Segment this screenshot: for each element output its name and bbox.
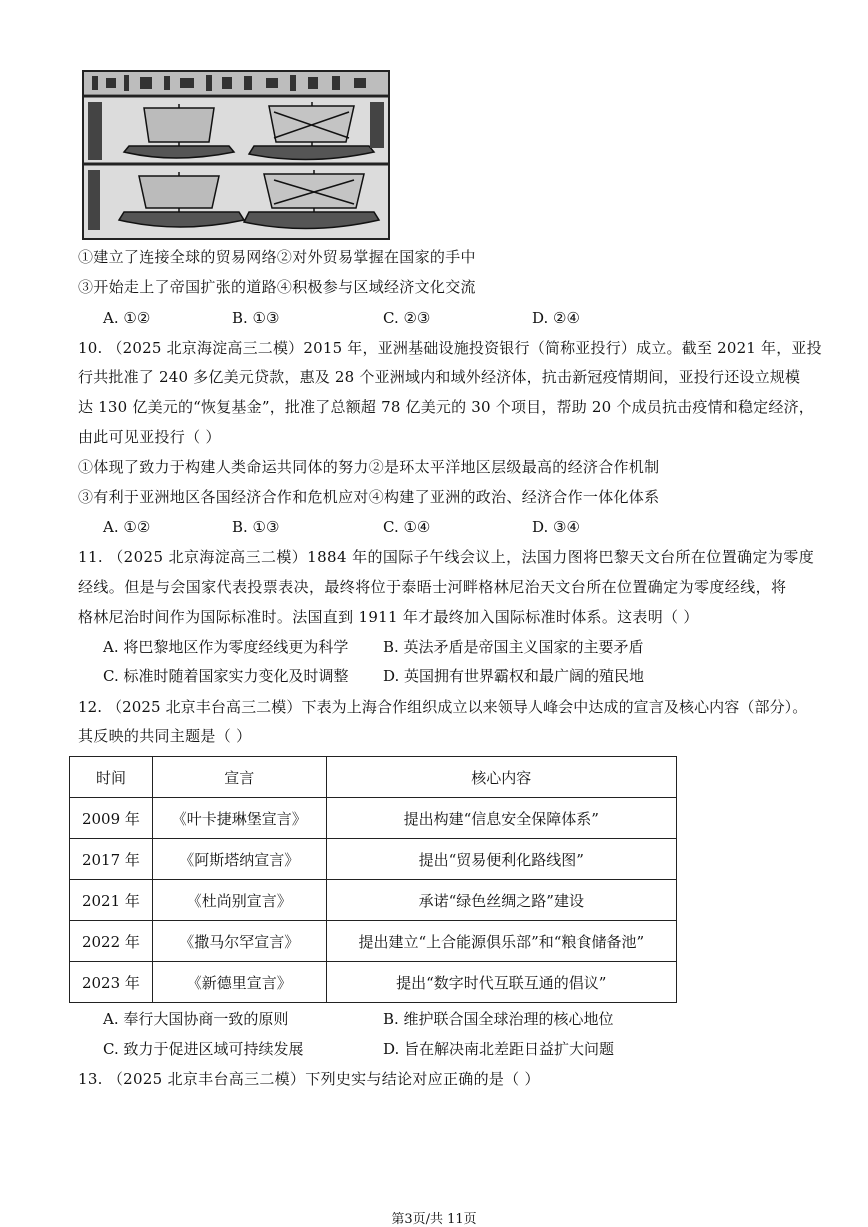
q11-choice-d[interactable]: D. 英国拥有世界霸权和最广阔的殖民地 (383, 667, 645, 685)
q11-choice-a[interactable]: A. 将巴黎地区作为零度经线更为科学 (103, 638, 349, 656)
table-header-row (70, 757, 677, 798)
table-header-core-content: 核心内容 (326, 757, 676, 798)
q13-stem-line: 13. （2025 北京丰台高三二模）下列史实与结论对应正确的是（ ） (78, 1070, 540, 1088)
q12-choice-b[interactable]: B. 维护联合国全球治理的核心地位 (383, 1010, 614, 1028)
q10-choice-c[interactable]: C. ①④ (383, 518, 431, 536)
table-cell-content: 提出构建“信息安全保障体系” (326, 798, 676, 839)
table-cell-declaration: 《杜尚别宣言》 (152, 880, 326, 921)
table-row (70, 798, 677, 839)
table-cell-year: 2022 年 (70, 921, 153, 962)
table-cell-declaration: 《新德里宣言》 (152, 962, 326, 1003)
table-cell-content: 提出“贸易便利化路线图” (326, 839, 676, 880)
table-header-time: 时间 (70, 757, 153, 798)
q9-choice-b[interactable]: B. ①③ (232, 309, 280, 327)
q12-choice-d[interactable]: D. 旨在解决南北差距日益扩大问题 (383, 1040, 615, 1058)
q9-choice-a[interactable]: A. ①② (103, 309, 151, 327)
q10-choice-b[interactable]: B. ①③ (232, 518, 280, 536)
q11-stem-line-3: 格林尼治时间作为国际标准时。法国直到 1911 年才最终加入国际标准时体系。这表明（ ） (78, 608, 699, 626)
table-cell-year: 2009 年 (70, 798, 153, 839)
table-cell-declaration: 《叶卡捷琳堡宣言》 (152, 798, 326, 839)
table-row (70, 921, 677, 962)
q12-stem-line-2: 其反映的共同主题是（ ） (78, 727, 252, 745)
q9-choice-d[interactable]: D. ②④ (532, 309, 580, 327)
q11-stem-line-1: 11. （2025 北京海淀高三二模）1884 年的国际子午线会议上，法国力图将巴黎天文台所在位置确定为零度 (78, 548, 815, 566)
table-cell-year: 2021 年 (70, 880, 153, 921)
q11-stem-line-2: 经线。但是与会国家代表投票表决，最终将位于泰晤士河畔格林尼治天文台所在位置确定为零度经线，将 (78, 578, 787, 596)
q12-choice-c[interactable]: C. 致力于促进区域可持续发展 (103, 1040, 304, 1058)
q10-option-line-2: ③有利于亚洲地区各国经济合作和危机应对④构建了亚洲的政治、经济合作一体化体系 (78, 488, 660, 506)
q9-option-line-1: ①建立了连接全球的贸易网络②对外贸易掌握在国家的手中 (78, 248, 476, 266)
q10-stem-line-1: 10. （2025 北京海淀高三二模）2015 年，亚洲基础设施投资银行（简称亚投行）成立。截至 2021 年，亚投 (78, 339, 822, 357)
q10-choice-d[interactable]: D. ③④ (532, 518, 580, 536)
table-header-declaration: 宣言 (152, 757, 326, 798)
table-cell-declaration: 《阿斯塔纳宣言》 (152, 839, 326, 880)
q10-stem-line-3: 达 130 亿美元的“恢复基金”，批准了总额超 78 亿美元的 30 个项目，帮助 20 个成员抗击疫情和稳定经济， (78, 398, 814, 416)
table-cell-content: 提出建立“上合能源俱乐部”和“粮食储备池” (326, 921, 676, 962)
page-number-footer: 第3页/共 11页 (391, 1212, 477, 1227)
q12-stem-line-1: 12. （2025 北京丰台高三二模）下表为上海合作组织成立以来领导人峰会中达成的宣言及核心内容（部分）。 (78, 698, 808, 716)
table-row (70, 880, 677, 921)
shanghai-cooperation-summit-table (69, 756, 677, 1003)
table-cell-content: 承诺“绿色丝绸之路”建设 (326, 880, 676, 921)
q10-choice-a[interactable]: A. ①② (103, 518, 151, 536)
q12-choice-a[interactable]: A. 奉行大国协商一致的原则 (103, 1010, 289, 1028)
table-cell-year: 2023 年 (70, 962, 153, 1003)
q10-stem-line-4: 由此可见亚投行（ ） (78, 428, 221, 446)
egyptian-ship-relief-image (82, 70, 390, 240)
q10-option-line-1: ①体现了致力于构建人类命运共同体的努力②是环太平洋地区层级最高的经济合作机制 (78, 458, 660, 476)
table-cell-content: 提出“数字时代互联互通的倡议” (326, 962, 676, 1003)
q9-choice-c[interactable]: C. ②③ (383, 309, 431, 327)
table-row (70, 839, 677, 880)
q9-option-line-2: ③开始走上了帝国扩张的道路④积极参与区域经济文化交流 (78, 278, 476, 296)
table-row (70, 962, 677, 1003)
table-cell-declaration: 《撒马尔罕宣言》 (152, 921, 326, 962)
q11-choice-b[interactable]: B. 英法矛盾是帝国主义国家的主要矛盾 (383, 638, 644, 656)
table-cell-year: 2017 年 (70, 839, 153, 880)
q11-choice-c[interactable]: C. 标准时随着国家实力变化及时调整 (103, 667, 349, 685)
q10-stem-line-2: 行共批准了 240 多亿美元贷款，惠及 28 个亚洲域内和域外经济体，抗击新冠疫情期间，亚投行还设立规模 (78, 368, 801, 386)
